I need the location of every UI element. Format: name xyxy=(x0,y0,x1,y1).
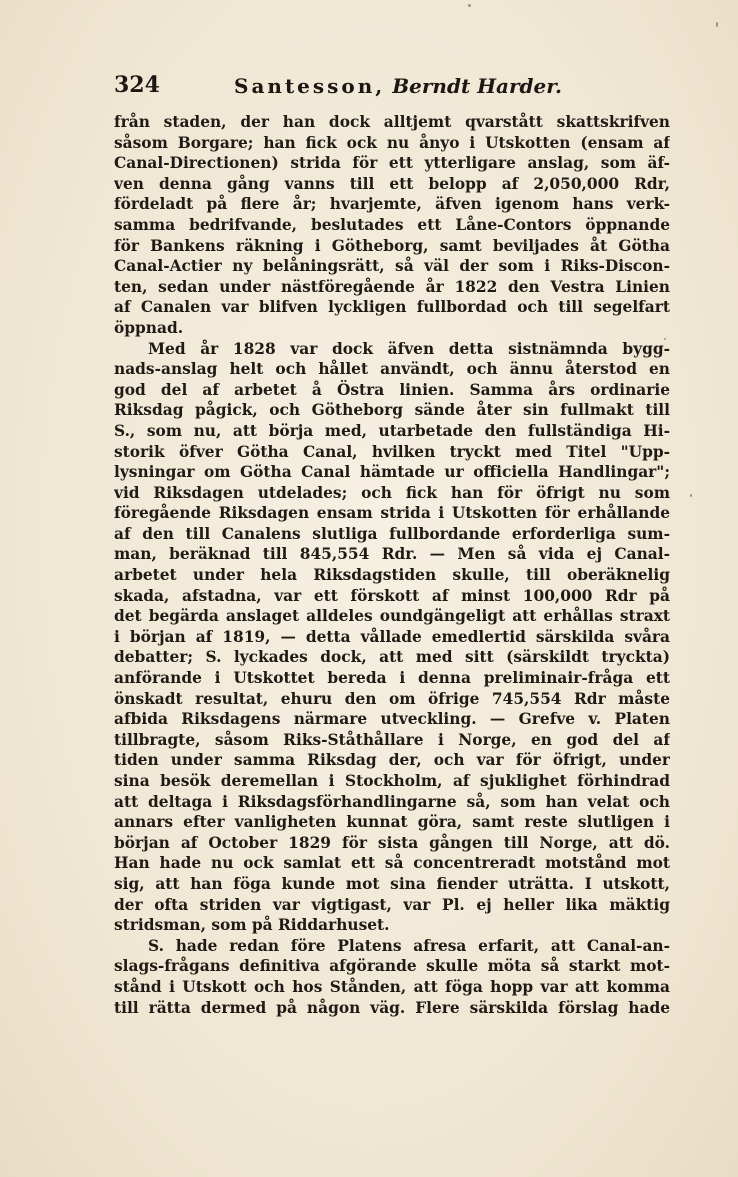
text-line: det begärda anslaget alldeles oundgängeligt att erhållas straxt xyxy=(114,607,670,626)
text-line: af Canalen var blifven lyckligen fullbordad och till segelfart xyxy=(114,298,670,317)
text-line: att deltaga i Riksdagsförhandlingarne så, som han velat och xyxy=(114,792,670,811)
text-line: storik öfver Götha Canal, hvilken tryckt med Titel "Upp- xyxy=(114,442,670,461)
text-line: Han hade nu ock samlat ett så concentreradt motstånd mot xyxy=(114,854,670,873)
text-line: stånd i Utskott och hos Stånden, att föga hopp var att komma xyxy=(114,977,670,996)
text-line: S. hade redan före Platens afresa erfarit, att Canal-an- xyxy=(148,936,670,955)
text-line: stridsman, som på Riddarhuset. xyxy=(114,916,390,935)
text-line: skada, afstadna, var ett förskott af minst 100,000 Rdr på xyxy=(114,586,670,605)
text-line: S., som nu, att börja med, utarbetade den fullständiga Hi- xyxy=(114,421,670,440)
running-head xyxy=(234,74,562,98)
running-head-surname: Santesson, xyxy=(234,74,386,98)
text-line: från staden, der han dock alltjemt qvarstått skattskrifven xyxy=(114,113,670,131)
text-line: arbetet under hela Riksdagstiden skulle, till oberäknelig xyxy=(114,566,670,585)
text-line: Med år 1828 var dock äfven detta sistnämnda bygg- xyxy=(148,339,670,358)
text-line: till rätta dermed på någon väg. Flere särskilda förslag hade xyxy=(114,998,670,1017)
text-line: ven denna gång vanns till ett belopp af 2,050,000 Rdr, xyxy=(114,174,670,193)
text-line: sina besök deremellan i Stockholm, af sjuklighet förhindrad xyxy=(114,772,670,790)
text-line: tillbragte, såsom Riks-Ståthållare i Norge, en god del af xyxy=(114,730,670,749)
text-line: vid Riksdagen utdelades; och fick han för öfrigt nu som xyxy=(114,483,670,502)
body-text xyxy=(114,112,670,1018)
text-line: sig, att han föga kunde mot sina fiender uträtta. I utskott, xyxy=(114,874,670,893)
text-line: afbida Riksdagens närmare utveckling. — Grefve v. Platen xyxy=(114,710,670,729)
text-line: der ofta striden var vigtigast, var Pl. ej heller lika mäktig xyxy=(114,895,670,914)
text-line: såsom Borgare; han fick ock nu ånyo i Utskotten (ensam af xyxy=(114,133,670,152)
text-line: man, beräknad till 845,554 Rdr. — Men så vida ej Canal- xyxy=(114,545,670,564)
text-line: samma bedrifvande, beslutades ett Låne-Contors öppnande xyxy=(114,215,670,234)
text-line: Riksdag pågick, och Götheborg sände åter sin fullmakt till xyxy=(114,401,670,420)
text-line: anförande i Utskottet bereda i denna preliminair-fråga ett xyxy=(114,669,670,688)
text-line: fördeladt på flere år; hvarjemte, äfven igenom hans verk- xyxy=(114,195,670,214)
text-line: i början af 1819, — detta vållade emedlertid särskilda svåra xyxy=(114,627,670,646)
text-line: af den till Canalens slutliga fullbordande erforderliga sum- xyxy=(114,524,670,543)
text-line: god del af arbetet å Östra linien. Samma års ordinarie xyxy=(114,380,670,399)
text-line: annars efter vanligheten kunnat göra, samt reste slutligen i xyxy=(114,813,670,832)
text-line: öppnad. xyxy=(114,318,184,337)
text-line: Canal-Actier ny belåningsrätt, så väl der som i Riks-Discon- xyxy=(114,257,670,276)
text-line: Canal-Directionen) strida för ett ytterligare anslag, som äf- xyxy=(114,154,670,173)
page-header xyxy=(114,72,674,106)
paper-speck xyxy=(664,338,666,340)
text-line: önskadt resultat, ehuru den om öfrige 745,554 Rdr måste xyxy=(114,689,670,708)
paper-speck xyxy=(716,22,718,27)
page-number: 324 xyxy=(114,72,160,98)
text-line: början af October 1829 för sista gången till Norge, att dö. xyxy=(114,833,670,852)
paper-speck xyxy=(690,494,692,497)
text-line: för Bankens räkning i Götheborg, samt beviljades åt Götha xyxy=(114,236,670,255)
text-line: debatter; S. lyckades dock, att med sitt (särskildt tryckta) xyxy=(114,648,670,667)
running-head-given-names: Berndt Harder. xyxy=(392,74,562,98)
text-line: nads-anslag helt och hållet användt, och ännu återstod en xyxy=(114,360,670,379)
paper-speck xyxy=(468,4,471,7)
text-line: tiden under samma Riksdag der, och var för öfrigt, under xyxy=(114,751,670,770)
text-line: ten, sedan under nästföregående år 1822 den Vestra Linien xyxy=(114,277,670,296)
text-line: lysningar om Götha Canal hämtade ur officiella Handlingar"; xyxy=(114,463,670,482)
text-line: slags-frågans definitiva afgörande skulle möta så starkt mot- xyxy=(114,957,670,976)
text-line: föregående Riksdagen ensam strida i Utskotten för erhållande xyxy=(114,504,670,523)
